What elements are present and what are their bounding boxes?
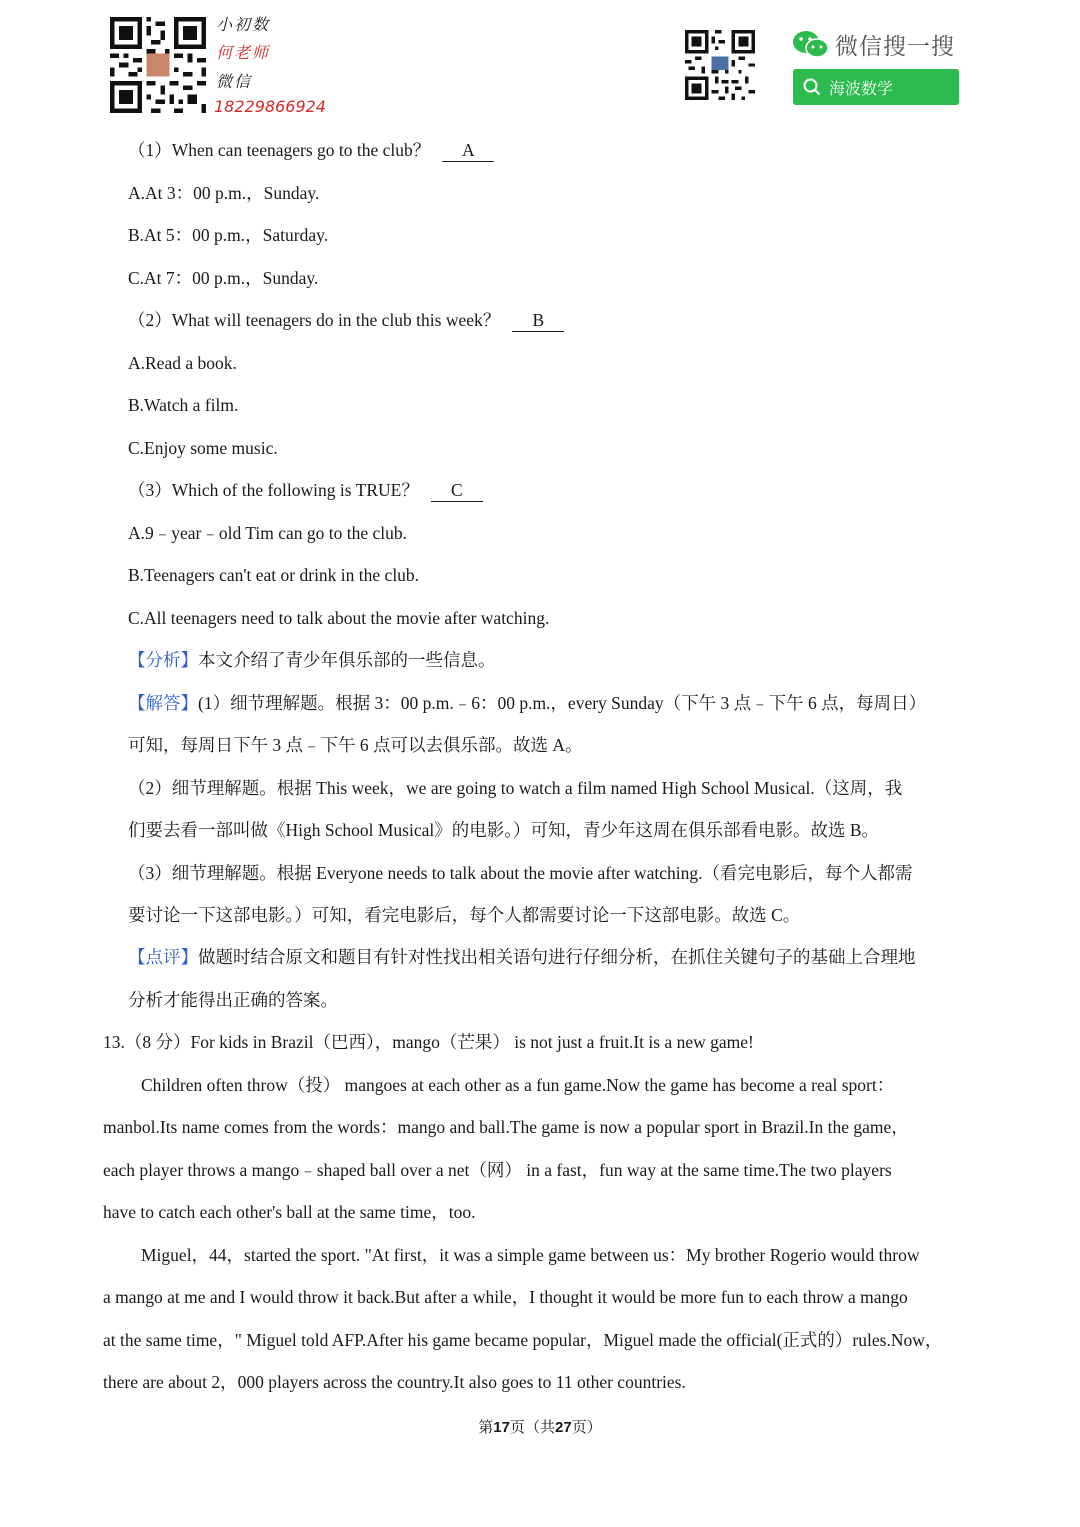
- analysis-jieda: [128, 692, 926, 714]
- passage-line: have to catch each other's ball at the same time，too.: [103, 1202, 476, 1222]
- option-1b: B.At 5：00 p.m.，Saturday.: [128, 225, 329, 245]
- footer-prefix: 第: [478, 1420, 494, 1436]
- handwriting-line-3: 微信: [216, 72, 253, 91]
- jieda-line: 们要去看一部叫做《High School Musical》的电影。）可知，青少年这周在俱乐部看电影。故选 B。: [128, 820, 880, 840]
- passage-line: at the same time，" Miguel told AFP.After his game became popular，Miguel made the official(正式的）rules.Now，: [103, 1330, 943, 1350]
- passage-title: 13.（8 分）For kids in Brazil（巴西），mango（芒果） is not just a fruit.It is a new game!: [103, 1032, 754, 1052]
- answer-blank: B: [512, 309, 564, 332]
- passage-line: manbol.Its name comes from the words：mango and ball.The game is now a popular sport in Brazil.In the game，: [103, 1117, 909, 1137]
- option-1c: C.At 7：00 p.m.，Sunday.: [128, 268, 319, 288]
- footer-middle: 页（共: [509, 1420, 555, 1436]
- passage-line: there are about 2，000 players across the country.It also goes to 11 other countries.: [103, 1372, 686, 1392]
- option-2a: A.Read a book.: [128, 353, 237, 373]
- handwriting-line-2: 何老师: [216, 43, 271, 62]
- jieda-line: 要讨论一下这部电影。）可知，看完电影后，每个人都需要讨论一下这部电影。故选 C。: [128, 905, 801, 925]
- option-2b: B.Watch a film.: [128, 395, 239, 415]
- handwriting-phone: 18229866924: [214, 97, 326, 116]
- passage-line: Miguel，44，started the sport. "At first，it was a simple game between us：My brother Rogerio would throw: [141, 1245, 920, 1265]
- dianping-line: 分析才能得出正确的答案。: [128, 990, 338, 1010]
- fenxi-tag: 【分析】: [128, 650, 198, 670]
- option-3a: A.9﹣year﹣old Tim can go to the club.: [128, 523, 408, 543]
- wechat-search-title: 微信搜一搜: [835, 34, 955, 60]
- page-total: 27: [555, 1419, 572, 1436]
- passage-line: Children often throw（投） mangoes at each other as a fun game.Now the game has become a real sport：: [141, 1075, 895, 1095]
- jieda-line: 可知，每周日下午 3 点﹣下午 6 点可以去俱乐部。故选 A。: [128, 735, 583, 755]
- search-icon: [803, 78, 821, 96]
- jieda-tag: 【解答】: [128, 693, 198, 713]
- page-footer: [0, 1416, 1080, 1437]
- wechat-logo-icon: [792, 30, 830, 65]
- fenxi-text: 本文介绍了青少年俱乐部的一些信息。: [198, 650, 496, 670]
- question-stem: （1）When can teenagers go to the club？: [128, 140, 431, 160]
- answer-blank: C: [431, 479, 483, 502]
- passage-line: a mango at me and I would throw it back.But after a while，I thought it would be more fun to each throw a mango: [103, 1287, 908, 1307]
- answer-blank: A: [442, 139, 494, 162]
- qr-code-right: [685, 30, 755, 100]
- passage-line: each player throws a mango﹣shaped ball over a net（网） in a fast，fun way at the same time.The two players: [103, 1160, 892, 1180]
- qr-code-left: [110, 17, 206, 113]
- dianping-tag: 【点评】: [128, 947, 198, 967]
- question-3: [128, 479, 483, 502]
- jieda-line: （2）细节理解题。根据 This week，we are going to watch a film named High School Musical.（这周，我: [128, 778, 903, 798]
- question-1: [128, 139, 494, 162]
- footer-suffix: 页）: [571, 1420, 602, 1436]
- option-3b: B.Teenagers can't eat or drink in the club.: [128, 565, 420, 585]
- wechat-search-label: 海波数学: [829, 78, 894, 98]
- analysis-fenxi: [128, 649, 496, 671]
- analysis-dianping: [128, 946, 916, 968]
- jieda-line: （3）细节理解题。根据 Everyone needs to talk about the movie after watching.（看完电影后，每个人都需: [128, 863, 913, 883]
- question-2: [128, 309, 564, 332]
- handwriting-line-1: 小初数: [216, 15, 271, 34]
- option-1a: A.At 3：00 p.m.，Sunday.: [128, 183, 320, 203]
- option-2c: C.Enjoy some music.: [128, 438, 278, 458]
- dianping-line: 做题时结合原文和题目有针对性找出相关语句进行仔细分析，在抓住关键句子的基础上合理地: [198, 947, 916, 967]
- question-stem: （3）Which of the following is TRUE？: [128, 480, 419, 500]
- question-stem: （2）What will teenagers do in the club this week？: [128, 310, 501, 330]
- option-3c: C.All teenagers need to talk about the movie after watching.: [128, 608, 550, 628]
- wechat-search-box[interactable]: [793, 69, 959, 105]
- page-number: 17: [493, 1419, 510, 1436]
- jieda-line: (1）细节理解题。根据 3：00 p.m.﹣6：00 p.m.，every Sunday（下午 3 点﹣下午 6 点，每周日）: [198, 693, 927, 713]
